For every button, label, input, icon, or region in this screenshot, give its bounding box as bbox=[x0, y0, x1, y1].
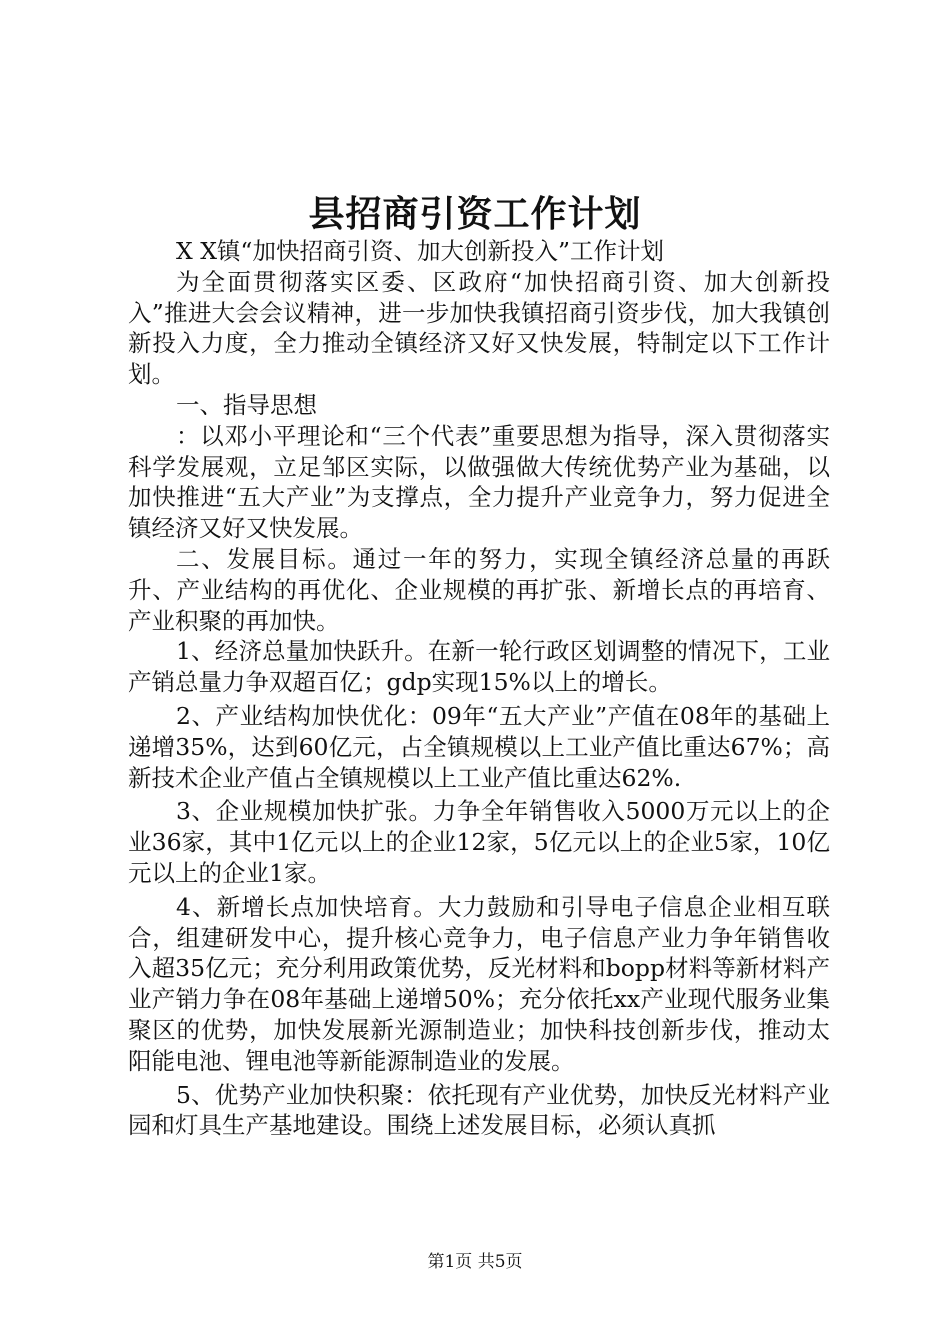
intro-paragraph: 为全面贯彻落实区委、区政府“加快招商引资、加大创新投入”推进大会会议精神，进一步加快我镇招商引资步伐，加大我镇创新投入力度，全力推动全镇经济又好又快发展，特制定以下工作计划。 bbox=[128, 267, 830, 389]
goal-4-paragraph: 4、新增长点加快培育。大力鼓励和引导电子信息企业相互联合，组建研发中心，提升核心竞争力，电子信息产业力争年销售收入超35亿元；充分利用政策优势，反光材料和bopp材料等新材料产业产销力争在08年基础上递增50%；充分依托xx产业现代服务业集聚区的优势，加快发展新光源制造业；加快科技创新步伐，推动太阳能电池、锂电池等新能源制造业的发展。 bbox=[128, 892, 830, 1075]
goal-5-paragraph: 5、优势产业加快积聚：依托现有产业优势，加快反光材料产业园和灯具生产基地建设。围绕上述发展目标，必须认真抓 bbox=[128, 1080, 830, 1140]
document-title: 县招商引资工作计划 bbox=[308, 193, 642, 235]
goal-2-paragraph: 2、产业结构加快优化：09年“五大产业”产值在08年的基础上递增35%，达到60亿元，占全镇规模以上工业产值比重达67%；高新技术企业产值占全镇规模以上工业产值比重达62%. bbox=[128, 701, 830, 792]
development-goals-paragraph: 二、发展目标。通过一年的努力，实现全镇经济总量的再跃升、产业结构的再优化、企业规模的再扩张、新增长点的再培育、产业积聚的再加快。 bbox=[128, 544, 830, 635]
subtitle-paragraph: X X镇“加快招商引资、加大创新投入”工作计划 bbox=[176, 237, 664, 265]
guiding-thought-paragraph: ：以邓小平理论和“三个代表”重要思想为指导，深入贯彻落实科学发展观，立足邹区实际，以做强做大传统优势产业为基础，以加快推进“五大产业”为支撑点，全力提升产业竞争力，努力促进全镇经济又好又快发展。 bbox=[128, 421, 830, 543]
section-heading-guiding-thought: 一、指导思想 bbox=[176, 390, 317, 419]
document-body bbox=[128, 236, 830, 1141]
goal-1-paragraph: 1、经济总量加快跃升。在新一轮行政区划调整的情况下，工业产销总量力争双超百亿；gdp实现15%以上的增长。 bbox=[128, 637, 830, 697]
goal-3-paragraph: 3、企业规模加快扩张。力争全年销售收入5000万元以上的企业36家，其中1亿元以上的企业12家，5亿元以上的企业5家，10亿元以上的企业1家。 bbox=[128, 797, 830, 887]
page-footer: 第1页 共5页 bbox=[427, 1252, 523, 1272]
